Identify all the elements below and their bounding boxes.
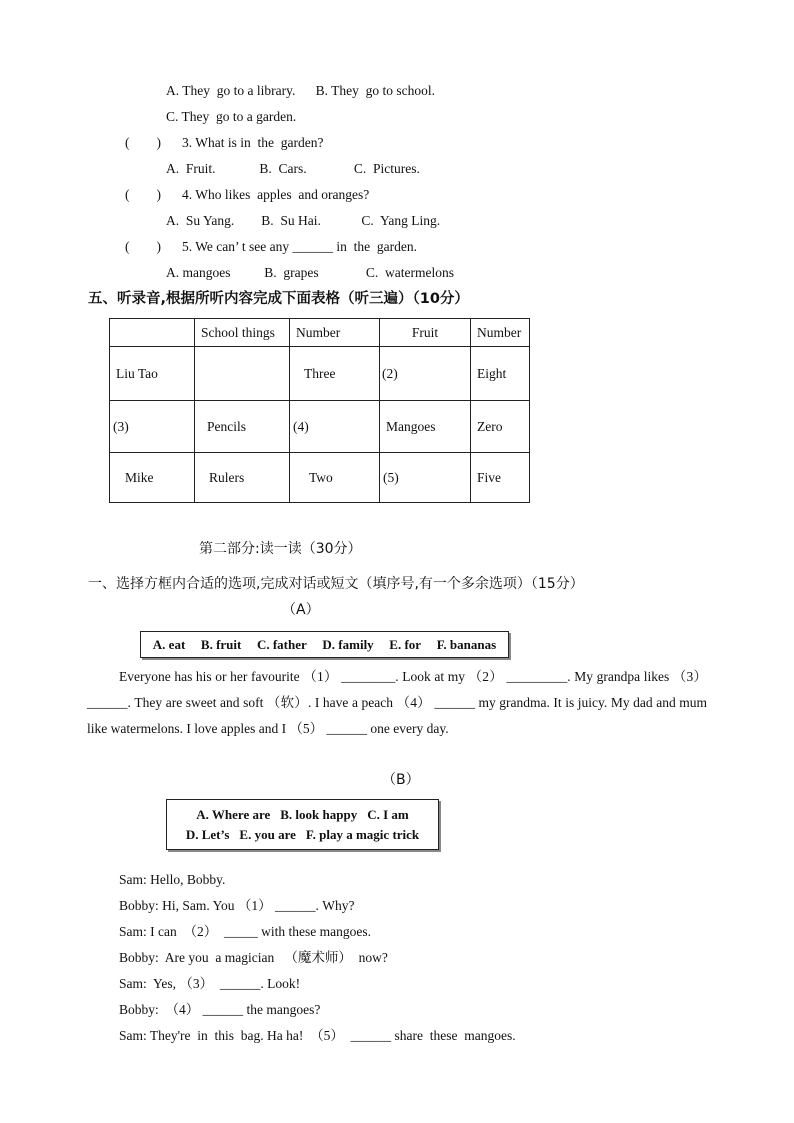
dialogue-line: Sam: Yes, （3） ______. Look! bbox=[119, 976, 301, 991]
option-label: D. Let’s bbox=[185, 827, 230, 842]
table-header-cell: Number bbox=[471, 319, 530, 347]
table-cell: (5) bbox=[380, 453, 471, 503]
table-header-cell: Fruit bbox=[380, 319, 471, 347]
option-row bbox=[167, 805, 438, 825]
q2-options-line2: C. They go to a garden. bbox=[166, 109, 297, 124]
table-cell: Mike bbox=[110, 453, 195, 503]
q3-answer-paren: ( ) bbox=[125, 135, 161, 150]
q5-answer-paren: ( ) bbox=[125, 239, 161, 254]
option-label: F. play a magic trick bbox=[305, 827, 420, 842]
q5-options: A. mangoes B. grapes C. watermelons bbox=[166, 265, 454, 280]
table-header-row bbox=[110, 319, 530, 347]
table-cell: Mangoes bbox=[380, 401, 471, 453]
option-label: F. bananas bbox=[436, 636, 497, 652]
q3-options: A. Fruit. B. Cars. C. Pictures. bbox=[166, 161, 420, 176]
part-a-passage: Everyone has his or her favourite （1） ________. Look at my （2） _________. My grandpa likes （3） ______. They are sweet and soft （软）. I have a peach （4） ______ my grandma. It is juicy. My dad and mum like watermelons. I love apples and I （5） ______ one every day. bbox=[87, 669, 707, 736]
table-cell: Liu Tao bbox=[110, 347, 195, 401]
dialogue-line: Sam: They're in this bag. Ha ha! （5） ______ share these mangoes. bbox=[119, 1028, 516, 1043]
table-cell: Eight bbox=[471, 347, 530, 401]
dialogue-line: Bobby: Are you a magician （魔术师） now? bbox=[119, 950, 388, 965]
option-label: B. look happy bbox=[280, 807, 358, 822]
q2-options-line1: A. They go to a library. B. They go to school. bbox=[166, 83, 435, 98]
part-b-option-box bbox=[166, 799, 439, 850]
table-cell: Pencils bbox=[195, 401, 290, 453]
dialogue-line: Bobby: Hi, Sam. You （1） ______. Why? bbox=[119, 898, 355, 913]
option-label: C. I am bbox=[367, 807, 409, 822]
dialogue-line: Bobby: （4） ______ the mangoes? bbox=[119, 1002, 321, 1017]
option-label: D. family bbox=[322, 636, 374, 652]
table-cell: Two bbox=[290, 453, 380, 503]
table-cell: Three bbox=[290, 347, 380, 401]
section5-heading: 五、听录音,根据所听内容完成下面表格（听三遍）（10分） bbox=[88, 291, 469, 307]
q4-options: A. Su Yang. B. Su Hai. C. Yang Ling. bbox=[166, 213, 441, 228]
q5-question: 5. We can’ t see any ______ in the garden. bbox=[182, 239, 417, 254]
q4-answer-paren: ( ) bbox=[125, 187, 161, 202]
option-label: B. fruit bbox=[200, 636, 242, 652]
table-row bbox=[110, 347, 530, 401]
part2-heading: 一、选择方框内合适的选项,完成对话或短文（填序号,有一个多余选项）（15分） bbox=[88, 576, 584, 592]
table-header-cell: School things bbox=[195, 319, 290, 347]
table-cell: (3) bbox=[110, 401, 195, 453]
option-label: C. father bbox=[256, 636, 307, 652]
listening-table bbox=[109, 318, 530, 503]
table-cell: Rulers bbox=[195, 453, 290, 503]
option-label: A. eat bbox=[152, 636, 186, 652]
table-cell bbox=[195, 347, 290, 401]
part-a-option-box bbox=[140, 631, 509, 658]
part-b-label: （B） bbox=[382, 772, 420, 788]
table-cell: (2) bbox=[380, 347, 471, 401]
option-label: A. Where are bbox=[196, 807, 271, 822]
q4-question: 4. Who likes apples and oranges? bbox=[182, 187, 370, 202]
table-cell: Zero bbox=[471, 401, 530, 453]
option-label: E. for bbox=[389, 636, 422, 652]
table-header-cell bbox=[110, 319, 195, 347]
q3-question: 3. What is in the garden? bbox=[182, 135, 324, 150]
part2-title: 第二部分:读一读（30分） bbox=[199, 541, 362, 557]
table-header-cell: Number bbox=[290, 319, 380, 347]
table-row bbox=[110, 401, 530, 453]
table-cell: Five bbox=[471, 453, 530, 503]
dialogue-line: Sam: Hello, Bobby. bbox=[119, 872, 226, 887]
option-row bbox=[167, 825, 438, 845]
table-row bbox=[110, 453, 530, 503]
part-a-label: （A） bbox=[282, 602, 320, 618]
dialogue-line: Sam: I can （2） _____ with these mangoes. bbox=[119, 924, 371, 939]
table-cell: (4) bbox=[290, 401, 380, 453]
option-label: E. you are bbox=[239, 827, 296, 842]
